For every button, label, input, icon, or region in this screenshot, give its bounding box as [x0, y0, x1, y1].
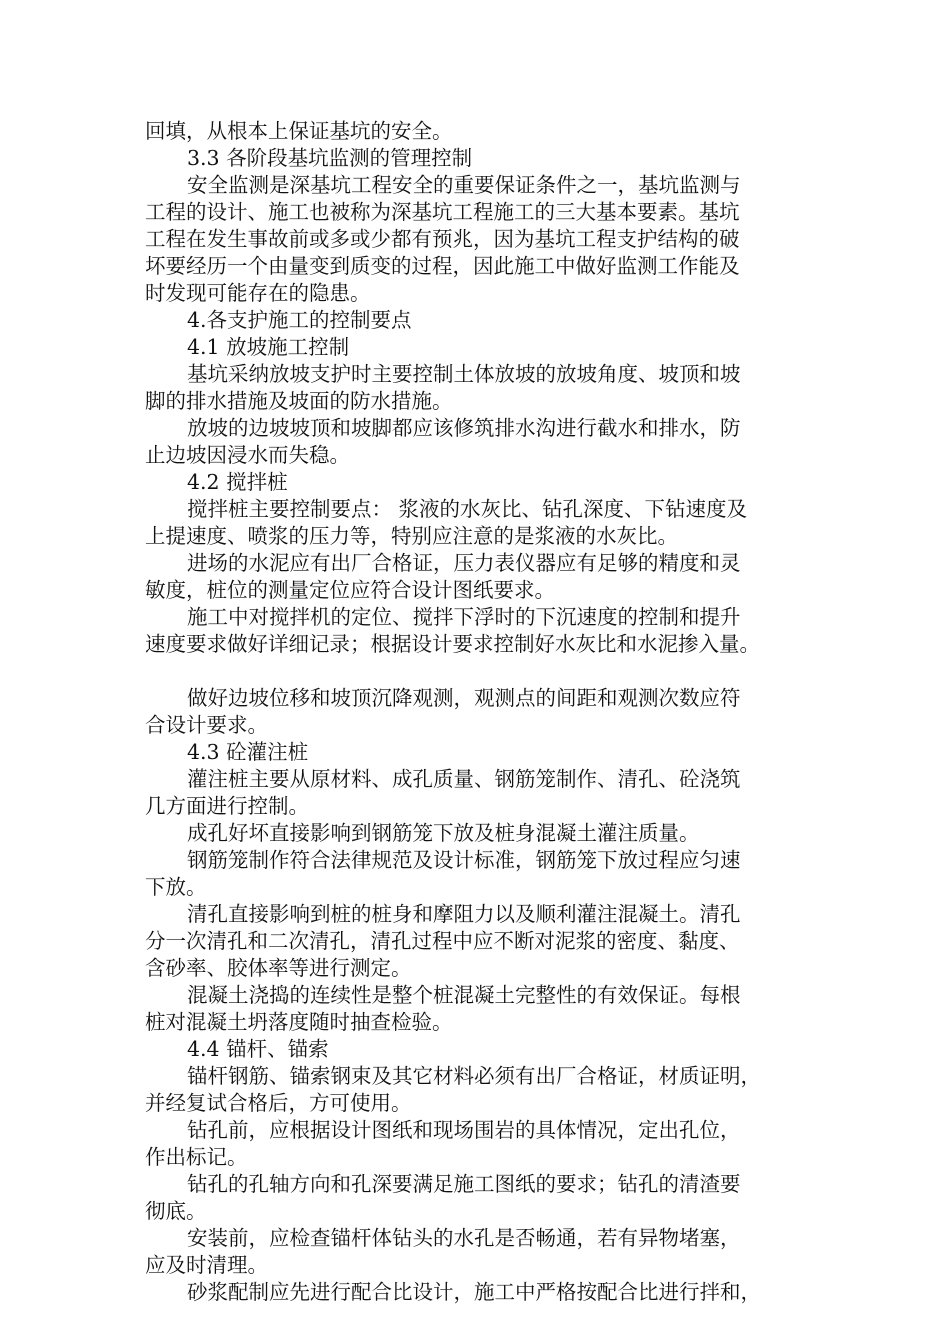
text-line: 工程的设计、施工也被称为深基坑工程施工的三大基本要素。基坑: [145, 200, 740, 224]
text-line: 砂浆配制应先进行配合比设计，施工中严格按配合比进行拌和，: [187, 1280, 761, 1304]
section-heading-4-2: 4.2 搅拌桩: [187, 470, 288, 494]
text-line: 含砂率、胶体率等进行测定。: [145, 956, 412, 980]
text-line: 分一次清孔和二次清孔，清孔过程中应不断对泥浆的密度、黏度、: [145, 929, 740, 953]
text-line: 钻孔前，应根据设计图纸和现场围岩的具体情况，定出孔位，: [187, 1118, 741, 1142]
text-line: 进场的水泥应有出厂合格证，压力表仪器应有足够的精度和灵: [187, 551, 741, 575]
text-line: 敏度，桩位的测量定位应符合设计图纸要求。: [145, 578, 555, 602]
text-line: 并经复试合格后，方可使用。: [145, 1091, 412, 1115]
text-line: 施工中对搅拌机的定位、搅拌下浮时的下沉速度的控制和提升: [187, 605, 741, 629]
text-line: 上提速度、喷浆的压力等，特别应注意的是浆液的水灰比。: [145, 524, 678, 548]
text-line: 速度要求做好详细记录；根据设计要求控制好水灰比和水泥掺入量。: [145, 632, 760, 656]
text-line: 清孔直接影响到桩的桩身和摩阻力以及顺利灌注混凝土。清孔: [187, 902, 741, 926]
text-line: 彻底。: [145, 1199, 207, 1223]
text-line: 脚的排水措施及坡面的防水措施。: [145, 389, 453, 413]
text-line: 回填，从根本上保证基坑的安全。: [145, 119, 453, 143]
text-line: 止边坡因浸水而失稳。: [145, 443, 350, 467]
section-heading-4: 4.各支护施工的控制要点: [187, 308, 412, 332]
text-line: 合设计要求。: [145, 713, 268, 737]
text-line: 几方面进行控制。: [145, 794, 309, 818]
section-heading-3-3: 3.3 各阶段基坑监测的管理控制: [187, 146, 473, 170]
section-heading-4-1: 4.1 放坡施工控制: [187, 335, 350, 359]
text-line: 作出标记。: [145, 1145, 248, 1169]
text-line: 下放。: [145, 875, 207, 899]
text-line: 混凝土浇捣的连续性是整个桩混凝土完整性的有效保证。每根: [187, 983, 741, 1007]
text-line: 放坡的边坡坡顶和坡脚都应该修筑排水沟进行截水和排水，防: [187, 416, 741, 440]
text-line: 钢筋笼制作符合法律规范及设计标准，钢筋笼下放过程应匀速: [187, 848, 741, 872]
text-line: 灌注桩主要从原材料、成孔质量、钢筋笼制作、清孔、砼浇筑: [187, 767, 741, 791]
text-line: 成孔好坏直接影响到钢筋笼下放及桩身混凝土灌注质量。: [187, 821, 700, 845]
text-line: 安装前，应检查锚杆体钻头的水孔是否畅通，若有异物堵塞，: [187, 1226, 741, 1250]
text-line: 应及时清理。: [145, 1253, 268, 1277]
text-line: 桩对混凝土坍落度随时抽查检验。: [145, 1010, 453, 1034]
text-line: 工程在发生事故前或多或少都有预兆，因为基坑工程支护结构的破: [145, 227, 740, 251]
text-line: 安全监测是深基坑工程安全的重要保证条件之一，基坑监测与: [187, 173, 741, 197]
text-line: 锚杆钢筋、锚索钢束及其它材料必须有出厂合格证，材质证明，: [187, 1064, 761, 1088]
text-line: 坏要经历一个由量变到质变的过程，因此施工中做好监测工作能及: [145, 254, 740, 278]
text-line: 基坑采纳放坡支护时主要控制土体放坡的放坡角度、坡顶和坡: [187, 362, 741, 386]
section-heading-4-4: 4.4 锚杆、锚索: [187, 1037, 329, 1061]
text-line: 钻孔的孔轴方向和孔深要满足施工图纸的要求；钻孔的清渣要: [187, 1172, 741, 1196]
section-heading-4-3: 4.3 砼灌注桩: [187, 740, 309, 764]
text-line: 做好边坡位移和坡顶沉降观测，观测点的间距和观测次数应符: [187, 686, 741, 710]
text-line: 时发现可能存在的隐患。: [145, 281, 371, 305]
text-line: 搅拌桩主要控制要点： 浆液的水灰比、钻孔深度、下钻速度及: [187, 497, 748, 521]
